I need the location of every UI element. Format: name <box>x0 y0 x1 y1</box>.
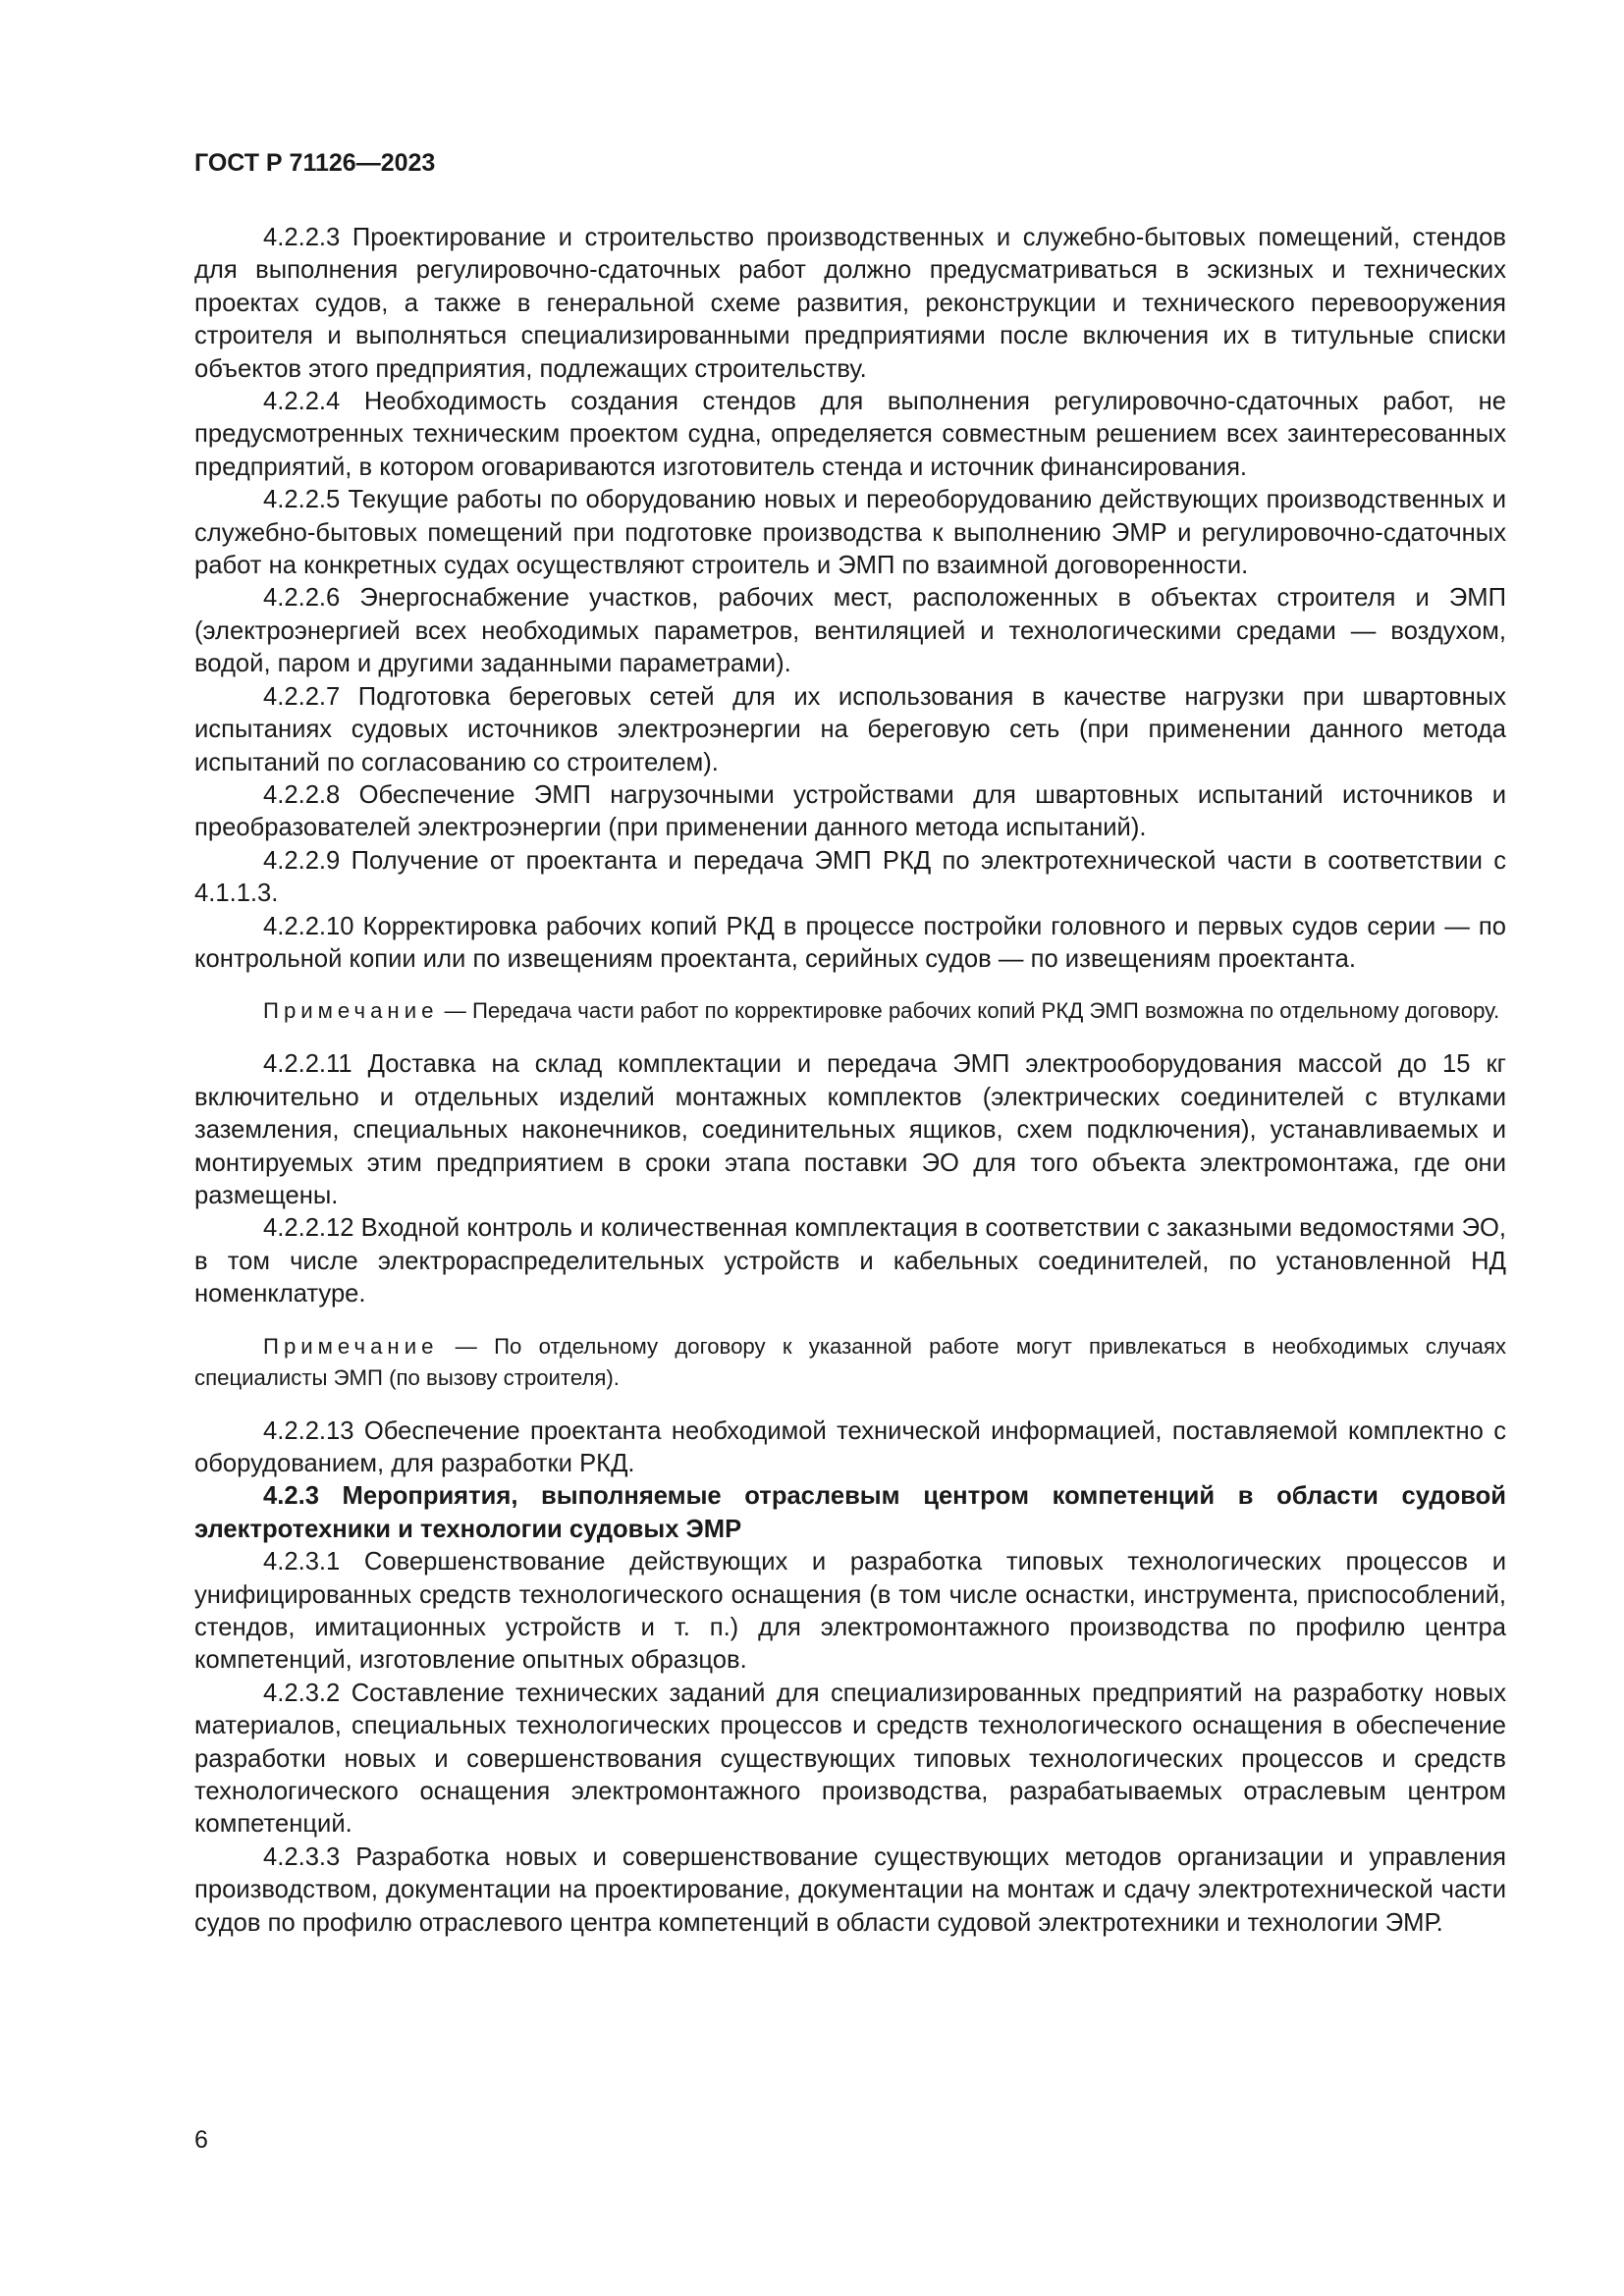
paragraph-4-2-3-1: 4.2.3.1 Совершенствование действующих и разработка типовых технологических процессов и унифицированных средств технологического оснащения (в том числе оснастки, инструмента, приспособлений, стендов, имитационных устройств и т. п.) для электромонтажного производства по профилю центра компетенций, изготовление опытных образцов. <box>194 1548 1506 1675</box>
paragraph-4-2-2-6: 4.2.2.6 Энергоснабжение участков, рабочих мест, расположенных в объектах строителя и ЭМП (электроэнергией всех необходимых параметров, вентиляцией и технологическими средами — воздухом, водой, паром и другими заданными параметрами). <box>194 584 1506 678</box>
paragraph-4-2-2-3: 4.2.2.3 Проектирование и строительство производственных и служебно-бытовых помещений, стендов для выполнения регулировочно-сдаточных работ должно предусматриваться в эскизных и технических проектах судов, а также в генеральной схеме развития, реконструкции и технического перевооружения строителя и выполняться специализированными предприятиями после включения их в титульные списки объектов этого предприятия, подлежащих строительству. <box>194 224 1506 383</box>
paragraph-4-2-2-11: 4.2.2.11 Доставка на склад комплектации и передача ЭМП электрооборудования массой до 15 кг включительно и отдельных изделий монтажных комплектов (электрических соединителей с втулками заземления, специальных наконечников, соединительных ящиков, схем подключения), устанавливаемых и монтируемых этим предприятием в сроки этапа поставки ЭО для того объекта электромонтажа, где они размещены. <box>194 1050 1506 1209</box>
note-1 <box>194 995 1506 1027</box>
document-body <box>194 222 1506 1940</box>
page-number: 6 <box>194 2126 208 2154</box>
paragraph-4-2-3-2: 4.2.3.2 Составление технических заданий для специализированных предприятий на разработку новых материалов, специальных технологических процессов и средств технологического оснащения в обеспечение разработки новых и совершенствования существующих типовых технологических процессов и средств технологического оснащения электромонтажного производства, разрабатываемых отраслевым центром компетенций. <box>194 1679 1506 1839</box>
paragraph-4-2-2-7: 4.2.2.7 Подготовка береговых сетей для их использования в качестве нагрузки при швартовных испытаниях судовых источников электроэнергии на береговую сеть (при применении данного метода испытаний по согласованию со строителем). <box>194 682 1506 776</box>
paragraph-4-2-2-8: 4.2.2.8 Обеспечение ЭМП нагрузочными устройствами для швартовных испытаний источников и преобразователей электроэнергии (при применении данного метода испытаний). <box>194 780 1506 842</box>
note-2 <box>194 1331 1506 1394</box>
paragraph-4-2-3-3: 4.2.3.3 Разработка новых и совершенствование существующих методов организации и управления производством, документации на проектирование, документации на монтаж и сдачу электротехнической части судов по профилю отраслевого центра компетенций в области судовой электротехники и технологии ЭМР. <box>194 1842 1506 1937</box>
note-1-label: Примечание <box>263 998 439 1024</box>
paragraph-4-2-2-13: 4.2.2.13 Обеспечение проектанта необходимой технической информацией, поставляемой комплектно с оборудованием, для разработки РКД. <box>194 1416 1506 1477</box>
note-2-text: — По отдельному договору к указанной работе могут привлекаться в необходимых случаях специалисты ЭМП (по вызову строителя). <box>194 1333 1506 1390</box>
paragraph-4-2-2-10: 4.2.2.10 Корректировка рабочих копий РКД в процессе постройки головного и первых судов серии — по контрольной копии или по извещениям проектанта, серийных судов — по извещениям проектанта. <box>194 912 1506 973</box>
note-1-text: — Передача части работ по корректировке рабочих копий РКД ЭМП возможна по отдельному договору. <box>438 998 1500 1024</box>
paragraph-4-2-2-5: 4.2.2.5 Текущие работы по оборудованию новых и переоборудованию действующих производственных и служебно-бытовых помещений при подготовке производства к выполнению ЭМР и регулировочно-сдаточных работ на конкретных судах осуществляют строитель и ЭМП по взаимной договоренности. <box>194 486 1506 580</box>
document-code: ГОСТ Р 71126—2023 <box>194 149 436 177</box>
paragraph-4-2-2-12: 4.2.2.12 Входной контроль и количественная комплектация в соответствии с заказными ведомостями ЭО, в том числе электрораспределительных устройств и кабельных соединителей, по установленной НД номенклатуре. <box>194 1214 1506 1308</box>
note-2-label: Примечание <box>263 1333 439 1359</box>
paragraph-4-2-2-9: 4.2.2.9 Получение от проектанта и передача ЭМП РКД по электротехнической части в соответствии с 4.1.1.3. <box>194 846 1506 908</box>
paragraph-4-2-2-4: 4.2.2.4 Необходимость создания стендов для выполнения регулировочно-сдаточных работ, не предусмотренных техническим проектом судна, определяется совместным решением всех заинтересованных предприятий, в котором оговариваются изготовитель стенда и источник финансирования. <box>194 388 1506 481</box>
section-heading-4-2-3: 4.2.3 Мероприятия, выполняемые отраслевым центром компетенций в области судовой электротехники и технологии судовых ЭМР <box>194 1482 1506 1543</box>
